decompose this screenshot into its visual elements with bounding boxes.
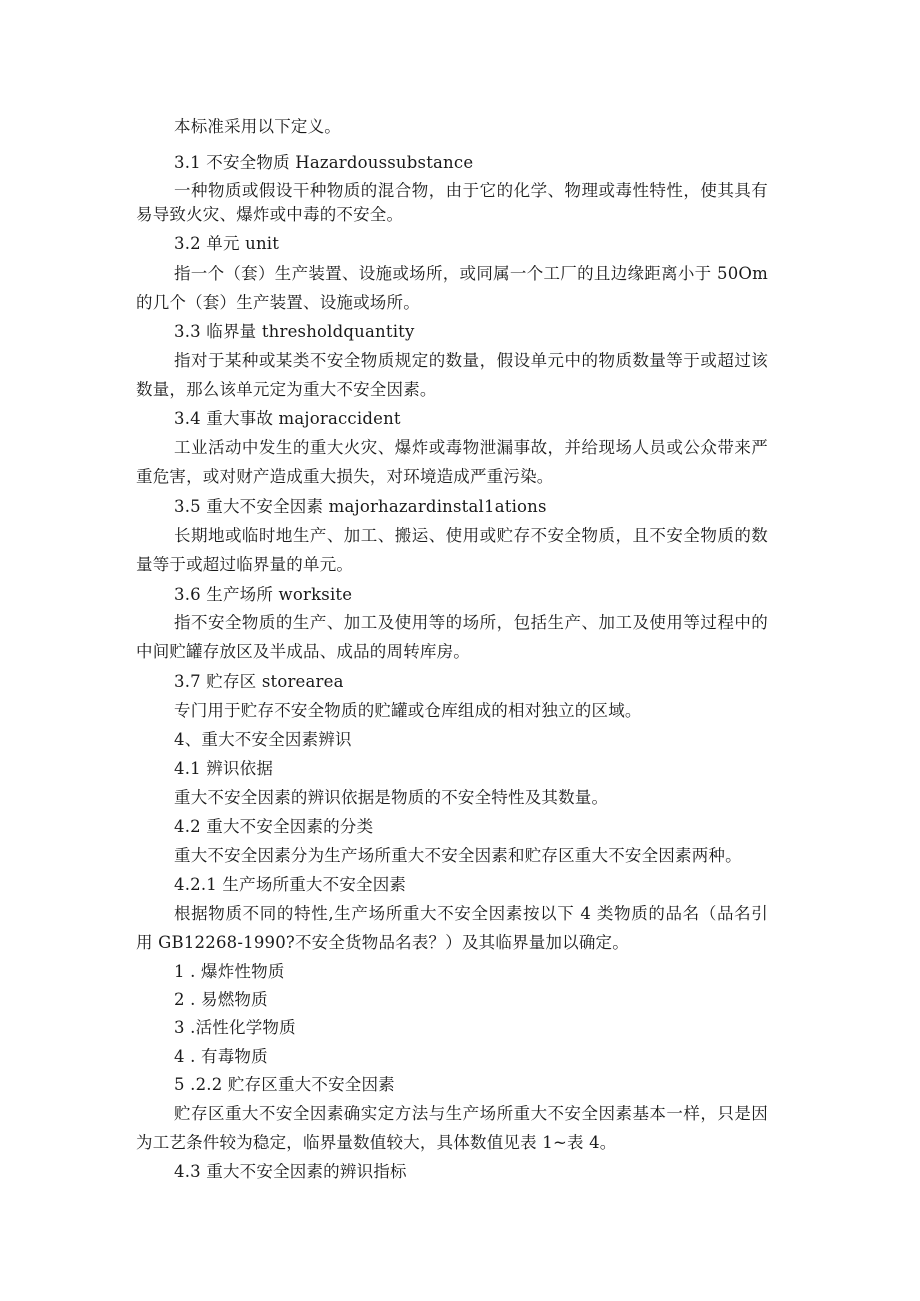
heading-3-3: 3.3 临界量 thresholdquantity — [174, 322, 415, 341]
heading-3-5: 3.5 重大不安全因素 majorhazardinstal1ations — [174, 497, 547, 516]
list-item-2: 2 . 易燃物质 — [174, 990, 268, 1009]
heading-4: 4、重大不安全因素辨识 — [174, 730, 352, 749]
paragraph-3-6-line-2: 中间贮罐存放区及半成品、成品的周转库房。 — [136, 642, 470, 661]
heading-3-6: 3.6 生产场所 worksite — [174, 585, 353, 604]
heading-4-1: 4.1 辨识依据 — [174, 759, 274, 778]
heading-3-4: 3.4 重大事故 majoraccident — [174, 409, 401, 428]
list-item-5: 5 .2.2 贮存区重大不安全因素 — [174, 1075, 395, 1094]
paragraph-3-1-line-2: 易导致火灾、爆炸或中毒的不安全。 — [136, 205, 404, 224]
paragraph-4-2-1-line-2: 用 GB12268-1990?不安全货物品名表？）及其临界量加以确定。 — [136, 933, 629, 952]
intro-sentence: 本标准采用以下定义。 — [174, 117, 341, 136]
heading-3-2: 3.2 单元 unit — [174, 234, 280, 253]
paragraph-4-2-2-line-1: 贮存区重大不安全因素确实定方法与生产场所重大不安全因素基本一样，只是因 — [174, 1104, 768, 1123]
heading-4-2-1: 4.2.1 生产场所重大不安全因素 — [174, 875, 407, 894]
paragraph-3-3-line-1: 指对于某种或某类不安全物质规定的数量，假设单元中的物质数量等于或超过该 — [174, 351, 768, 370]
paragraph-3-2-line-2: 的几个（套）生产装置、设施或场所。 — [136, 293, 420, 312]
paragraph-3-3-line-2: 数量，那么该单元定为重大不安全因素。 — [136, 380, 437, 399]
paragraph-3-4-line-2: 重危害，或对财产造成重大损失，对环境造成严重污染。 — [136, 467, 554, 486]
paragraph-3-7: 专门用于贮存不安全物质的贮罐或仓库组成的相对独立的区域。 — [174, 701, 642, 720]
list-item-4: 4 . 有毒物质 — [174, 1047, 268, 1066]
paragraph-4-2-2-line-2: 为工艺条件较为稳定，临界量数值较大，具体数值见表 1~表 4。 — [136, 1133, 617, 1152]
list-item-1: 1 . 爆炸性物质 — [174, 962, 285, 981]
paragraph-3-5-line-2: 量等于或超过临界量的单元。 — [136, 555, 354, 574]
paragraph-3-6-line-1: 指不安全物质的生产、加工及使用等的场所，包括生产、加工及使用等过程中的 — [174, 613, 768, 632]
paragraph-3-1-line-1: 一种物质或假设干种物质的混合物，由于它的化学、物理或毒性特性，使其具有 — [174, 181, 768, 200]
list-item-3: 3 .活性化学物质 — [174, 1018, 296, 1037]
heading-4-2: 4.2 重大不安全因素的分类 — [174, 817, 374, 836]
paragraph-4-2: 重大不安全因素分为生产场所重大不安全因素和贮存区重大不安全因素两种。 — [174, 846, 742, 865]
heading-4-3: 4.3 重大不安全因素的辨识指标 — [174, 1162, 407, 1181]
paragraph-4-2-1-line-1: 根据物质不同的特性,生产场所重大不安全因素按以下 4 类物质的品名（品名引 — [174, 904, 768, 923]
heading-3-7: 3.7 贮存区 storearea — [174, 672, 344, 691]
paragraph-3-2-line-1: 指一个（套）生产装置、设施或场所，或同属一个工厂的且边缘距离小于 50Om — [174, 264, 768, 283]
paragraph-3-4-line-1: 工业活动中发生的重大火灾、爆炸或毒物泄漏事故，并给现场人员或公众带来严 — [174, 438, 768, 457]
heading-3-1: 3.1 不安全物质 Hazardoussubstance — [174, 153, 474, 172]
paragraph-3-5-line-1: 长期地或临时地生产、加工、搬运、使用或贮存不安全物质，且不安全物质的数 — [174, 526, 768, 545]
paragraph-4-1: 重大不安全因素的辨识依据是物质的不安全特性及其数量。 — [174, 788, 609, 807]
